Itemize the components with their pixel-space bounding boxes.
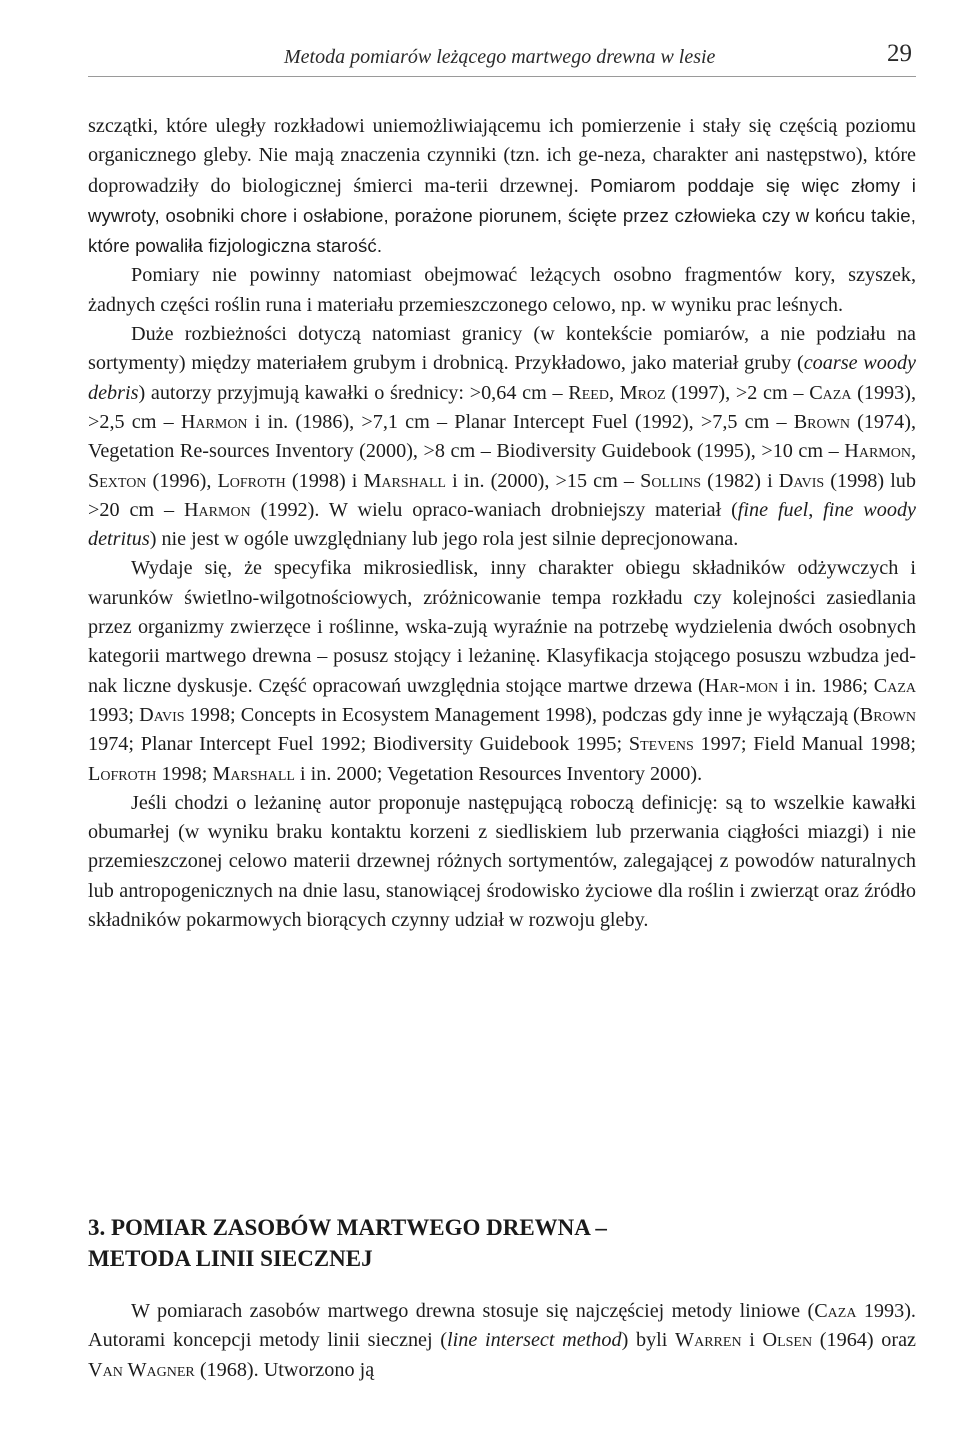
author-name: Mroz	[619, 381, 666, 404]
text-run: ,	[608, 381, 620, 404]
text-run: i	[741, 1329, 763, 1352]
paragraph-5	[88, 789, 916, 935]
text-run: i in. 1986;	[778, 674, 874, 697]
paragraph-3	[88, 320, 916, 554]
text-run: Duże rozbieżności dotyczą natomiast granicy (w kontekście pomiarów, a nie podziału na sortymenty) między materiałem grubym i drobnicą. Przykładowo, jako materiał gruby (	[88, 323, 916, 375]
text-run: i in. (1986), >7,1 cm – Planar Intercept Fuel (1992), >7,5 cm –	[247, 410, 794, 433]
text-run: szczątki, które uległy rozkładowi uniemożliwiającemu ich pomierzenie i stały się częścią poziomu organicznego gleby. Nie mają znaczenia czynniki (tzn. ich ge-neza, charakter ani następstwo), które doprowadziły do biologicznej śmierci ma-terii drzewnej.	[88, 115, 916, 197]
section-heading-line-1: 3. POMIAR ZASOBÓW MARTWEGO DREWNA –	[88, 1215, 607, 1240]
author-name: Olsen	[762, 1329, 813, 1352]
section-body	[88, 1297, 916, 1385]
author-name: Brown	[859, 703, 916, 726]
text-run: Wydaje się, że specyfika mikrosiedlisk, inny charakter obiegu składników odżywczych i warunków świetlno-wilgotnościowych, zróżnicowanie tempa rozkładu czy kolejności zasiedlania przez organizmy zwierzęce i roślinne, wska-zują wyraźnie na potrzebę wydzielenia dwóch osobnych kategorii martwego drewna – posusz stojący i leżaninę. Klasyfikacja stojącego posuszu wzbudza jed-nak liczne dyskusje. Część opracowań uwzględnia stojące martwe drzewa (	[88, 557, 916, 697]
text-run: 1997; Field Manual 1998;	[693, 733, 916, 756]
author-name: Sexton	[88, 469, 147, 492]
text-run: (1996),	[146, 469, 218, 492]
italic-term: fine woody detritus	[88, 498, 917, 551]
author-name: Marshall	[212, 762, 295, 785]
text-run: Jeśli chodzi o leżaninę autor proponuje następującą roboczą definicję: są to wszelkie kawałki obumarłej (w wyniku braku kontaktu korzeni z siedliskiem lub przerwania ciągłości miazgi) i nie przemieszczonej celowo materii drzewnej różnych sortymentów, zalegającej z powodów naturalnych lub antropogenicznych na dnie lasu, stanowiącej środowisko życiowe dla roślin i zwierząt oraz źródło składników pokarmowych biorących czynny udział w rozwoju gleby.	[88, 791, 916, 932]
author-name: Harmon	[183, 498, 251, 521]
author-name: Lofroth	[88, 762, 157, 785]
author-name: Caza	[814, 1300, 857, 1322]
paragraph-1	[88, 112, 916, 261]
paragraph-4	[88, 554, 916, 788]
text-run: 1993). Autorami koncepcji metody linii siecznej (	[88, 1300, 916, 1352]
text-run: (1993), >2,5 cm –	[88, 381, 917, 433]
author-name: Davis	[139, 703, 185, 726]
author-name: Brown	[793, 410, 850, 433]
text-run: (1968). Utworzono ją	[194, 1358, 375, 1381]
running-header	[88, 42, 916, 77]
author-name: Harmon	[844, 440, 911, 463]
section-heading	[88, 1212, 916, 1274]
author-name: Marshall	[363, 469, 446, 492]
text-run: ) nie jest w ogóle uwzględniany lub jego rola jest silnie deprecjonowana.	[149, 528, 739, 551]
text-run: ,	[808, 498, 824, 521]
author-name: Sollins	[640, 469, 702, 492]
text-run: 1998; Concepts in Ecosystem Management 1998), podczas gdy inne je wyłączają (	[184, 703, 860, 726]
running-title: Metoda pomiarów leżącego martwego drewna w lesie	[284, 46, 716, 68]
text-run: ) byli	[621, 1329, 676, 1352]
author-name: Van Wagner	[88, 1358, 195, 1381]
author-name: Caza	[809, 381, 852, 404]
paragraph-2	[88, 261, 916, 320]
body-text	[88, 112, 916, 935]
text-run: (1998) lub >20 cm –	[88, 469, 916, 521]
section-heading-line-2: METODA LINII SIECZNEJ	[88, 1246, 373, 1271]
text-run: (1992). W wielu opraco-waniach drobniejszy materiał (	[250, 498, 738, 521]
author-name: Reed	[568, 381, 609, 404]
text-run: Pomiary nie powinny natomiast obejmować leżących osobno fragmentów kory, szyszek, żadnych części roślin runa i materiału przemieszczonego celowo, np. w wyniku prac leśnych.	[88, 264, 916, 316]
text-run: 1998;	[156, 762, 213, 785]
text-run: W pomiarach zasobów martwego drewna stosuje się najczęściej metody liniowe (	[131, 1300, 815, 1322]
text-run-sans: Pomiarom poddaje się więc złomy i wywroty, osobniki chore i osłabione, porażone piorunem, ścięte przez człowieka czy w końcu takie, które powaliła fizjologiczna starość.	[88, 174, 916, 257]
text-run: (1998) i	[285, 469, 364, 492]
text-run: ,	[910, 440, 916, 463]
author-name: Harmon	[180, 410, 248, 433]
author-name: Lofroth	[217, 469, 286, 492]
text-run: (1982) i	[701, 469, 779, 492]
text-run: (1964) oraz	[812, 1329, 917, 1352]
author-name: Warren	[675, 1329, 742, 1352]
text-run: i in. (2000), >15 cm –	[445, 469, 641, 492]
author-name: Caza	[873, 674, 916, 697]
author-name: Stevens	[628, 733, 694, 756]
italic-term: coarse woody debris	[88, 352, 917, 404]
text-run: 1993;	[88, 703, 140, 726]
text-run: 1974; Planar Intercept Fuel 1992; Biodiversity Guidebook 1995;	[88, 733, 629, 756]
text-run: ) autorzy przyjmują kawałki o średnicy: >0,64 cm –	[138, 381, 569, 404]
author-name: Har-mon	[704, 674, 779, 697]
text-run: (1974), Vegetation Re-sources Inventory (2000), >8 cm – Biodiversity Guidebook (1995), >10 cm –	[88, 410, 916, 463]
author-name: Davis	[778, 469, 825, 492]
text-run: (1997), >2 cm –	[665, 381, 810, 404]
page-number: 29	[887, 40, 912, 67]
section-paragraph-1	[88, 1297, 916, 1385]
italic-term: line intersect method	[447, 1329, 622, 1352]
italic-term: fine fuel	[737, 498, 809, 521]
text-run: i in. 2000; Vegetation Resources Inventory 2000).	[294, 762, 703, 785]
